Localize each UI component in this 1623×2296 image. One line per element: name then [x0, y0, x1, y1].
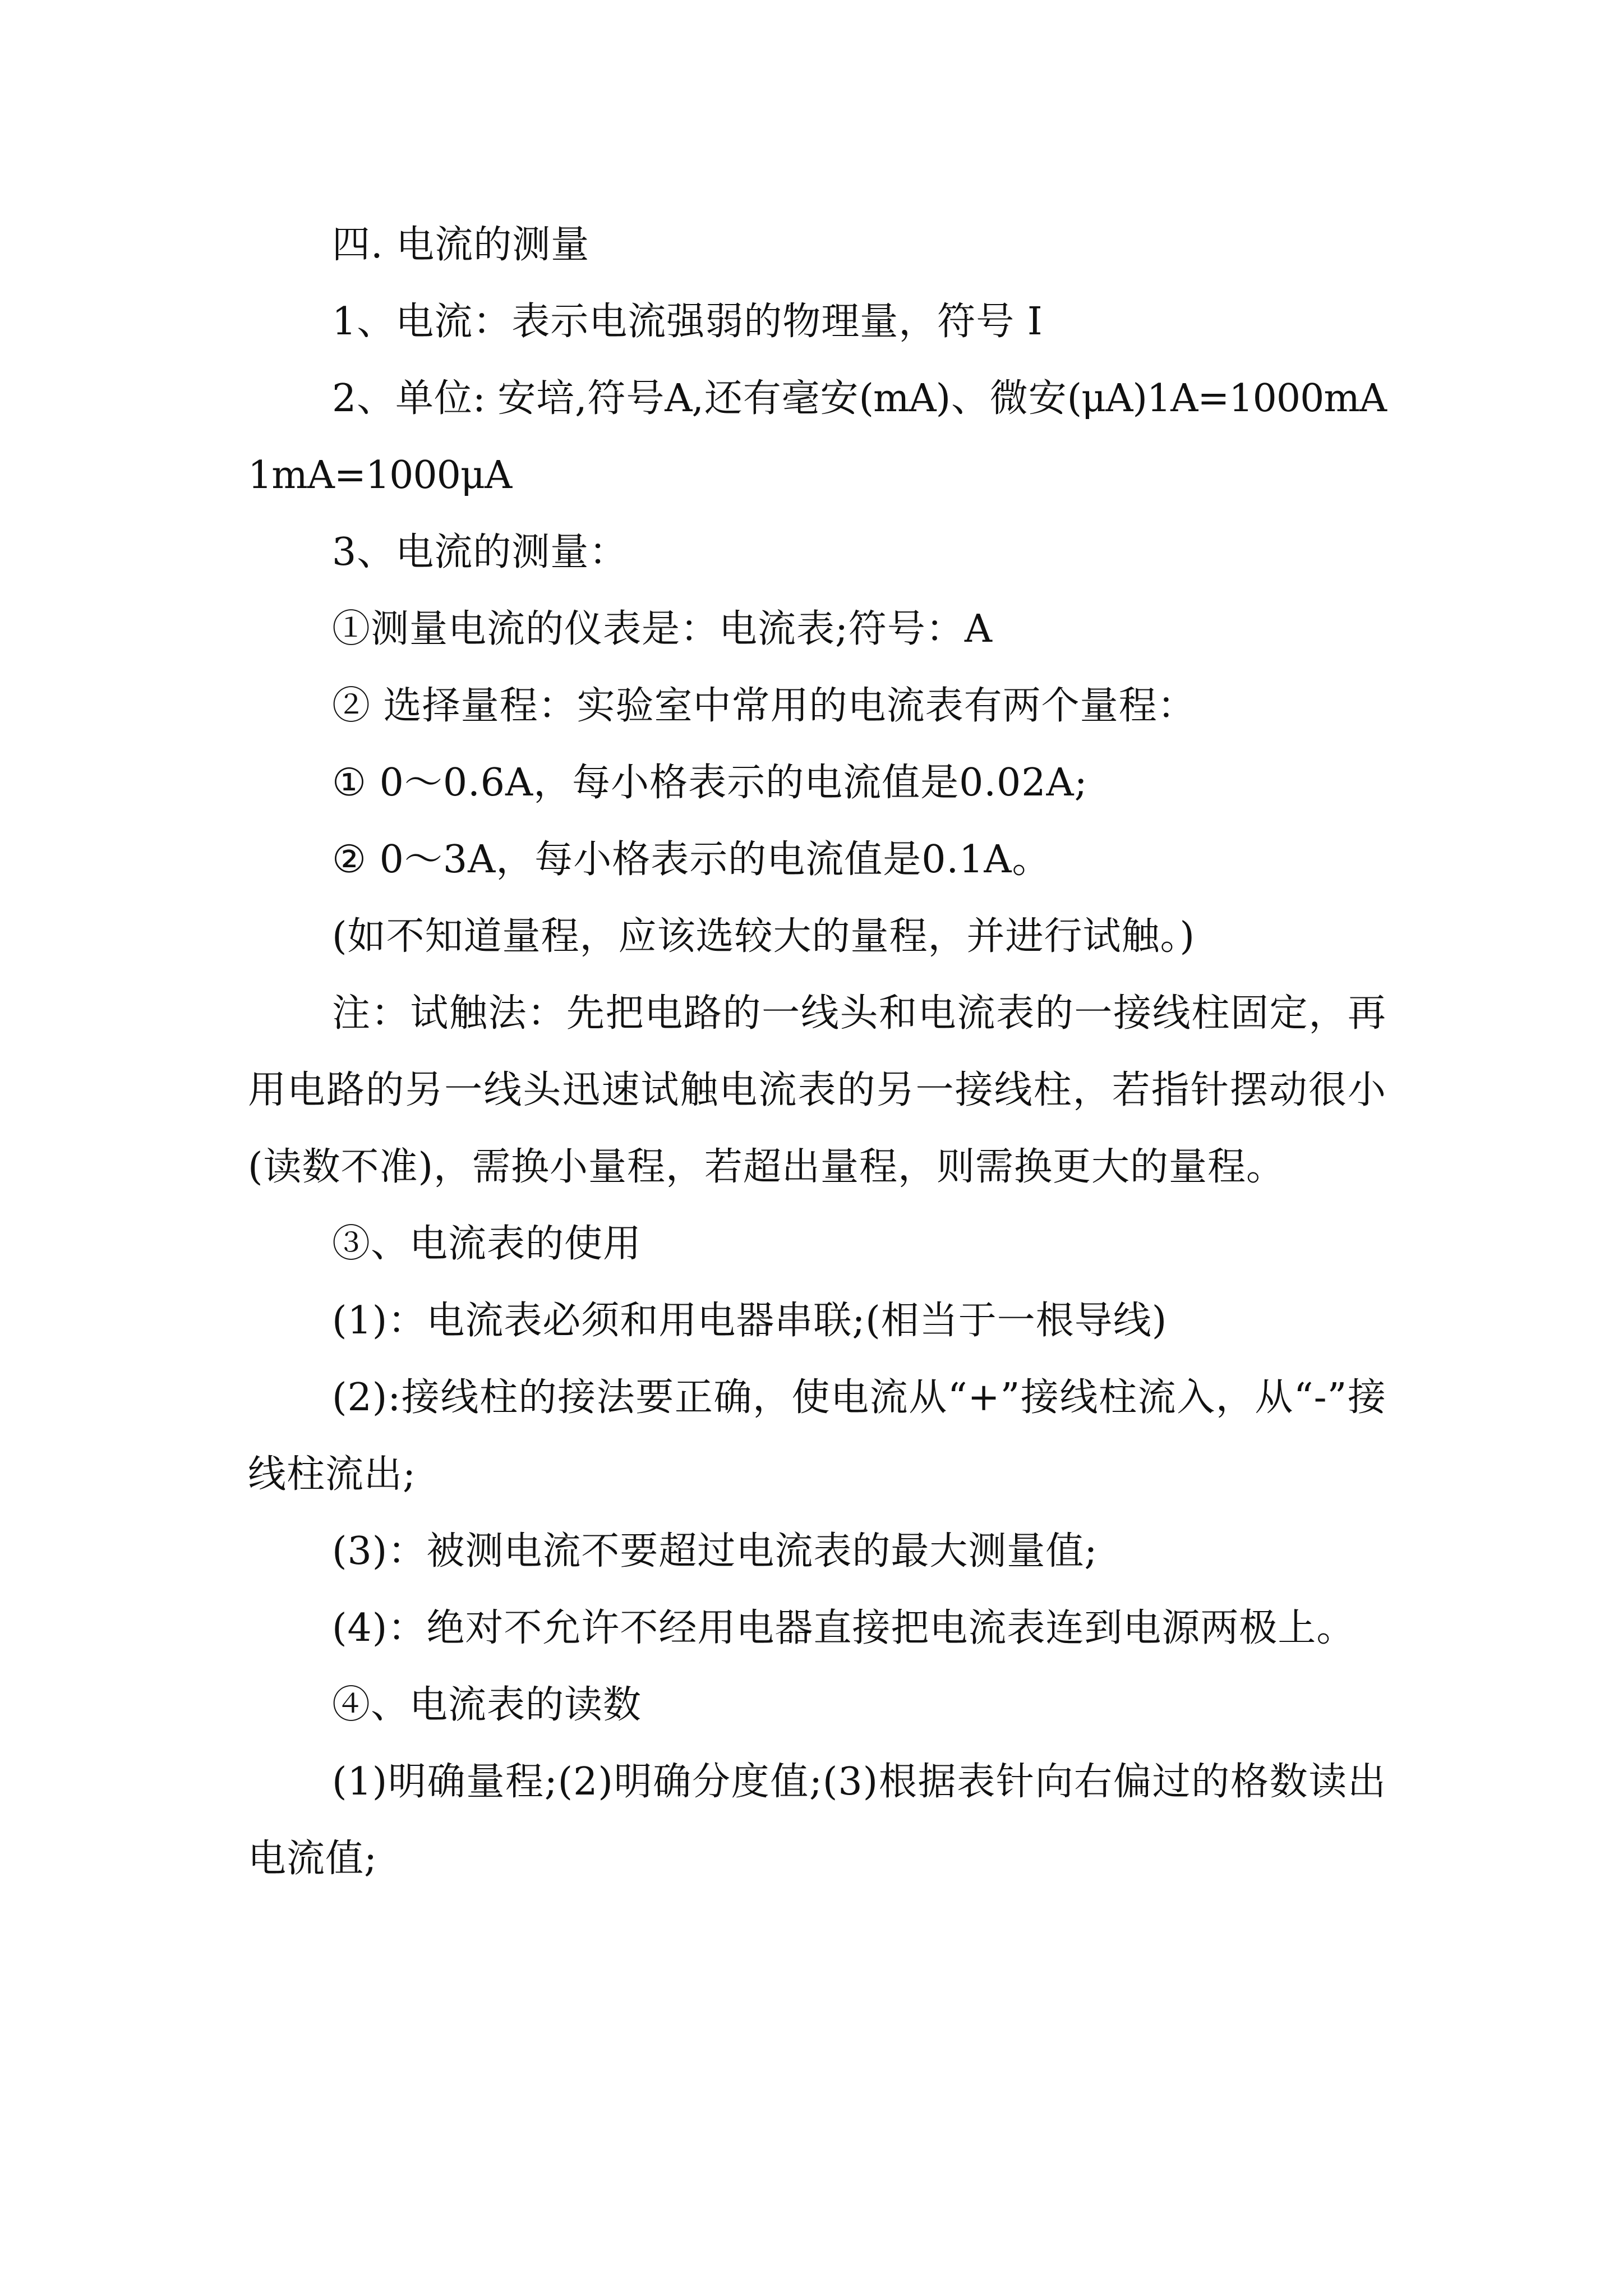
paragraph-usage-4: (4)：绝对不允许不经用电器直接把电流表连到电源两极上。 — [332, 1606, 1355, 1650]
paragraph-usage-heading: ③、电流表的使用 — [332, 1222, 642, 1266]
paragraph-current-definition: 1、电流：表示电流强弱的物理量，符号 I — [332, 300, 1043, 344]
paragraph-usage-3: (3)：被测电流不要超过电流表的最大测量值; — [332, 1529, 1098, 1573]
paragraph-ammeter: ①测量电流的仪表是：电流表;符号：A — [332, 607, 993, 651]
paragraph-range-small: ① 0～0.6A，每小格表示的电流值是0.02A; — [332, 761, 1088, 805]
document-body — [248, 206, 1386, 1897]
paragraph-reading-heading: ④、电流表的读数 — [332, 1683, 642, 1727]
paragraph-usage-1: (1)：电流表必须和用电器串联;(相当于一根导线) — [332, 1299, 1168, 1343]
paragraph-range-note: (如不知道量程，应该选较大的量程，并进行试触。) — [332, 914, 1196, 959]
paragraph-trial-touch: 注：试触法：先把电路的一线头和电流表的一接线柱固定，再用电路的另一线头迅速试触电流表的另一接线柱，若指针摆动很小(读数不准)，需换小量程，若超出量程，则需换更大的量程。 — [248, 991, 1386, 1189]
section-heading: 四. 电流的测量 — [332, 223, 590, 267]
paragraph-reading-steps: (1)明确量程;(2)明确分度值;(3)根据表针向右偏过的格数读出电流值; — [248, 1760, 1386, 1881]
paragraph-measurement-heading: 3、电流的测量： — [332, 530, 628, 574]
paragraph-range-selection: ② 选择量程：实验室中常用的电流表有两个量程： — [332, 684, 1196, 728]
paragraph-units: 2、单位: 安培,符号A,还有毫安(mA)、微安(μA)1A=1000mA 1mA=1000μA — [248, 376, 1386, 498]
paragraph-range-large: ② 0～3A，每小格表示的电流值是0.1A。 — [332, 838, 1051, 882]
paragraph-usage-2: (2):接线柱的接法要正确，使电流从“+”接线柱流入，从“-”接线柱流出; — [248, 1375, 1386, 1497]
